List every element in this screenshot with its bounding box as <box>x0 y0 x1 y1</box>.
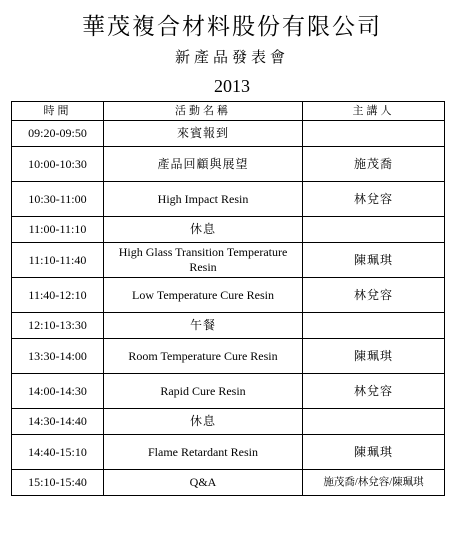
speaker-cell <box>303 409 445 435</box>
time-cell: 10:30-11:00 <box>12 182 104 217</box>
speaker-cell: 林兌容 <box>303 278 445 313</box>
speaker-cell: 陳珮琪 <box>303 435 445 470</box>
speaker-cell <box>303 313 445 339</box>
time-cell: 09:20-09:50 <box>12 121 104 147</box>
time-cell: 10:00-10:30 <box>12 147 104 182</box>
speaker-cell: 施茂喬 <box>303 147 445 182</box>
time-cell: 14:40-15:10 <box>12 435 104 470</box>
time-cell: 11:00-11:10 <box>12 217 104 243</box>
table-row <box>12 121 445 147</box>
table-row <box>12 374 445 409</box>
table-row <box>12 278 445 313</box>
time-cell: 11:10-11:40 <box>12 243 104 278</box>
event-title: 新產品發表會 <box>174 50 289 66</box>
time-cell: 12:10-13:30 <box>12 313 104 339</box>
table-row <box>12 217 445 243</box>
table-row <box>12 409 445 435</box>
activity-cell: High Glass Transition Temperature Resin <box>104 243 303 278</box>
time-cell: 14:30-14:40 <box>12 409 104 435</box>
event-year: 2013 <box>214 76 250 96</box>
speaker-cell <box>303 217 445 243</box>
activity-cell: Flame Retardant Resin <box>104 435 303 470</box>
activity-cell: 休息 <box>104 409 303 435</box>
table-row <box>12 182 445 217</box>
speaker-cell: 林兌容 <box>303 182 445 217</box>
table-row <box>12 435 445 470</box>
activity-cell: Low Temperature Cure Resin <box>104 278 303 313</box>
table-row <box>12 147 445 182</box>
speaker-cell <box>303 121 445 147</box>
time-cell: 15:10-15:40 <box>12 470 104 496</box>
activity-cell: Rapid Cure Resin <box>104 374 303 409</box>
schedule-table <box>11 101 445 496</box>
activity-cell: 來賓報到 <box>104 121 303 147</box>
speaker-cell: 林兌容 <box>303 374 445 409</box>
activity-cell: Room Temperature Cure Resin <box>104 339 303 374</box>
activity-cell: 休息 <box>104 217 303 243</box>
time-cell: 11:40-12:10 <box>12 278 104 313</box>
activity-cell: High Impact Resin <box>104 182 303 217</box>
table-row <box>12 313 445 339</box>
header-row <box>12 102 445 121</box>
column-header-speaker: 主講人 <box>303 102 445 121</box>
column-header-activity: 活動名稱 <box>104 102 303 121</box>
activity-cell: 產品回顧與展望 <box>104 147 303 182</box>
column-header-time: 時間 <box>12 102 104 121</box>
activity-cell: 午餐 <box>104 313 303 339</box>
table-row <box>12 339 445 374</box>
table-row <box>12 470 445 496</box>
activity-cell: Q&A <box>104 470 303 496</box>
time-cell: 13:30-14:00 <box>12 339 104 374</box>
speaker-cell: 陳珮琪 <box>303 243 445 278</box>
company-title: 華茂複合材料股份有限公司 <box>82 14 382 39</box>
time-cell: 14:00-14:30 <box>12 374 104 409</box>
table-row <box>12 243 445 278</box>
speaker-cell: 陳珮琪 <box>303 339 445 374</box>
speaker-cell: 施茂喬/林兌容/陳珮琪 <box>303 470 445 496</box>
